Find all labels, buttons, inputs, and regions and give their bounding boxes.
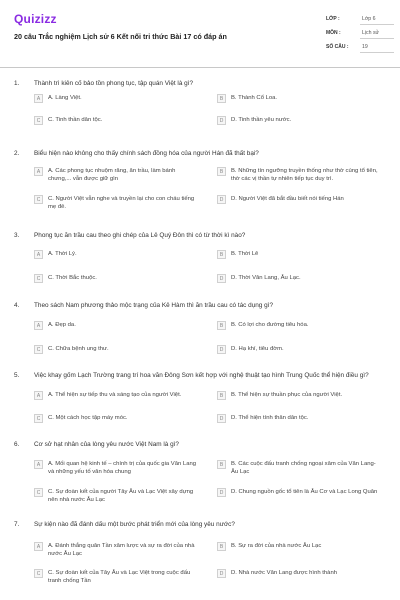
- option-text: B. Thời Lê: [231, 251, 259, 257]
- option-letter-box: C: [34, 569, 43, 578]
- meta-value: Lớp 6: [360, 14, 394, 25]
- option-letter-box: C: [34, 274, 43, 283]
- question-text: Thành trì kiên cố bảo tồn phong tục, tập quán Việt là gì?: [34, 80, 194, 87]
- option-letter-box: B: [217, 542, 226, 551]
- question-text: Phong tục ăn trầu cau theo ghi chép của Lê Quý Đôn thì có từ thời kì nào?: [34, 232, 246, 239]
- option-letter-box: A: [34, 167, 43, 176]
- option-text: B. Những tín ngưỡng truyền thống như thờ cúng tổ tiên, thờ các vị thần tự nhiên tiếp tục duy trì.: [231, 168, 378, 182]
- meta-row-subject: [326, 27, 388, 41]
- option-text: B. Thành Cổ Loa.: [231, 95, 278, 101]
- question-text: Việc khay gốm Lạch Trường trang trí hoa văn Đông Sơn kết hợp với nghệ thuật tạo hình Trung Quốc thể hiện điều gì?: [34, 372, 369, 379]
- option-letter-box: A: [34, 321, 43, 330]
- question-number: 2.: [14, 150, 20, 157]
- option-text: D. Thời Văn Lang, Âu Lạc.: [231, 275, 301, 281]
- option-text: A. Thể hiện sự tiếp thu và sáng tạo của người Việt.: [48, 392, 182, 398]
- question-number: 7.: [14, 521, 20, 528]
- option-text: B. Các cuộc đấu tranh chống ngoại xâm của Văn Lang- Âu Lạc: [231, 461, 376, 475]
- option-text: D. Người Việt đã bắt đầu biết nói tiếng Hán: [231, 196, 344, 202]
- quizizz-logo: Quizizz: [14, 12, 57, 26]
- meta-label: SỐ CÂU :: [326, 44, 349, 50]
- meta-value: 19: [360, 42, 394, 53]
- option-letter-box: A: [34, 391, 43, 400]
- question-number: 4.: [14, 302, 20, 309]
- option-text: D. Tinh thần yêu nước.: [231, 117, 292, 123]
- option-text: B. Thể hiện sự thuần phục của người Việt.: [231, 392, 343, 398]
- option-text: D. Thể hiện tính thân dân tộc.: [231, 415, 309, 421]
- option-text: C. Tinh thần dân tộc.: [48, 117, 103, 123]
- option-letter-box: D: [217, 345, 226, 354]
- option-text: B. Sự ra đời của nhà nước Âu Lạc: [231, 543, 322, 549]
- option-text: A. Làng Việt.: [48, 95, 82, 101]
- option-letter-box: A: [34, 94, 43, 103]
- option-letter-box: B: [217, 321, 226, 330]
- option-text: B. Có lợi cho đường tiêu hóa.: [231, 322, 309, 328]
- option-text: C. Một cách học tập máy móc.: [48, 415, 128, 421]
- option-text: C. Sự đoàn kết của Tây Âu và Lạc Việt trong cuộc đấu tranh chống Tần: [48, 570, 191, 584]
- question-number: 3.: [14, 232, 20, 239]
- option-text: A. Đánh thắng quân Tần xâm lược và sự ra đời của nhà nước Âu Lạc: [48, 543, 195, 557]
- option-letter-box: B: [217, 460, 226, 469]
- option-text: C. Chữa bệnh ung thư.: [48, 346, 109, 352]
- option-letter-box: B: [217, 167, 226, 176]
- option-text: C. Thời Bắc thuộc.: [48, 275, 97, 281]
- option-text: A. Mối quan hệ kinh tế – chính trị của quốc gia Văn Lang và những yếu tố văn hóa chung: [48, 461, 197, 475]
- option-letter-box: B: [217, 391, 226, 400]
- option-letter-box: C: [34, 488, 43, 497]
- option-letter-box: C: [34, 116, 43, 125]
- option-text: D. Nhà nước Văn Lang được hình thành: [231, 570, 337, 576]
- option-letter-box: A: [34, 542, 43, 551]
- option-letter-box: D: [217, 488, 226, 497]
- option-text: C. Người Việt vẫn nghe và truyền lại cho con cháu tiếng mẹ đẻ.: [48, 196, 195, 210]
- option-letter-box: B: [217, 94, 226, 103]
- meta-label: LỚP :: [326, 16, 340, 22]
- option-text: A. Các phong tục nhuộm răng, ăn trầu, làm bánh chưng,... vẫn được giữ gìn: [48, 168, 176, 182]
- question-number: 6.: [14, 441, 20, 448]
- option-letter-box: D: [217, 274, 226, 283]
- option-letter-box: A: [34, 250, 43, 259]
- question-number: 1.: [14, 80, 20, 87]
- option-letter-box: C: [34, 345, 43, 354]
- meta-value: Lịch sử: [360, 28, 394, 39]
- option-text: A. Đẹp da.: [48, 322, 76, 328]
- question-text: Biểu hiện nào không cho thấy chính sách đồng hóa của người Hán đã thất bại?: [34, 150, 259, 157]
- question-text: Theo sách Nam phương thảo mộc trạng của Kê Hàm thì ăn trầu cau có tác dụng gì?: [34, 302, 274, 309]
- question-text: Sự kiện nào đã đánh dấu một bước phát triển mới của lòng yêu nước?: [34, 521, 235, 528]
- option-text: C. Sự đoàn kết của người Tây Âu và Lạc Việt xây dựng nên nhà nước Âu Lạc: [48, 489, 194, 503]
- meta-row-class: [326, 13, 388, 27]
- option-text: D. Hạ khí, tiêu đờm.: [231, 346, 284, 352]
- meta-label: MÔN :: [326, 30, 341, 36]
- option-text: A. Thời Lý.: [48, 251, 77, 257]
- option-letter-box: B: [217, 250, 226, 259]
- worksheet-header: [0, 0, 400, 68]
- question-number: 5.: [14, 372, 20, 379]
- worksheet-title: 20 câu Trắc nghiệm Lịch sử 6 Kết nối tri thức Bài 17 có đáp án: [14, 32, 227, 41]
- option-text: D. Chung nguồn gốc tổ tiên là Âu Cơ và Lạc Long Quân: [231, 489, 378, 495]
- worksheet-meta: [326, 13, 388, 55]
- option-letter-box: D: [217, 569, 226, 578]
- option-letter-box: A: [34, 460, 43, 469]
- option-letter-box: D: [217, 195, 226, 204]
- option-letter-box: D: [217, 414, 226, 423]
- question-text: Cơ sở hạt nhân của lòng yêu nước Việt Nam là gì?: [34, 441, 179, 448]
- option-letter-box: D: [217, 116, 226, 125]
- option-letter-box: C: [34, 195, 43, 204]
- option-letter-box: C: [34, 414, 43, 423]
- meta-row-count: [326, 41, 388, 55]
